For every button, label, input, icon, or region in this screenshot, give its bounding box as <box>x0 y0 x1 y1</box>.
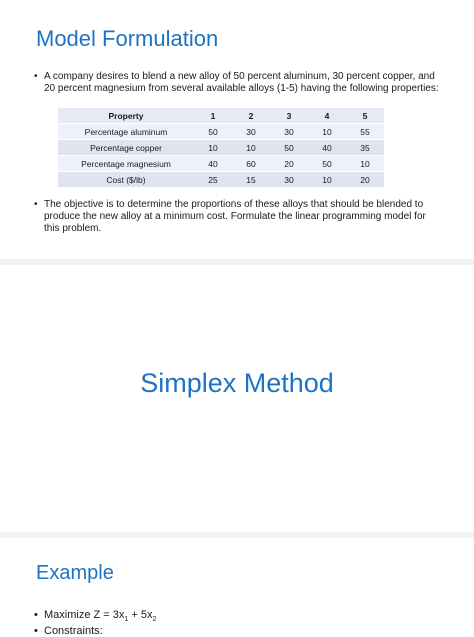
slide-title: Model Formulation <box>36 26 219 51</box>
bullet-item <box>34 199 444 235</box>
subscript: 1 <box>124 616 129 624</box>
table-row <box>58 124 384 140</box>
table-cell: 55 <box>346 124 384 140</box>
subscript: 2 <box>152 616 157 624</box>
slide-title: Example <box>36 562 114 584</box>
table-row <box>58 140 384 156</box>
slide-title: Simplex Method <box>140 368 334 398</box>
header-cell: 2 <box>232 108 270 124</box>
table-cell: 20 <box>270 156 308 172</box>
table-cell: 20 <box>346 172 384 188</box>
table-cell: 10 <box>194 140 232 156</box>
bullet-dot: • <box>34 609 38 621</box>
table-cell: Percentage aluminum <box>58 124 194 140</box>
table-cell: 50 <box>194 124 232 140</box>
slide-model-formulation <box>0 0 474 258</box>
header-cell: Property <box>58 108 194 124</box>
table-cell: 30 <box>270 172 308 188</box>
bullet-dot: • <box>34 199 38 210</box>
alloy-properties-table <box>58 108 384 188</box>
bullet-text: The objective is to determine the proportions of these alloys that should be blended to produce the new alloy at a minimum cost. Formulate the linear programming model for this problem. <box>44 199 426 234</box>
table-cell: Cost ($/lb) <box>58 172 194 188</box>
table-cell: 10 <box>308 124 346 140</box>
objective-prefix: Maximize Z = 3x <box>44 609 125 621</box>
table-cell: 35 <box>346 140 384 156</box>
table-cell: 10 <box>308 172 346 188</box>
table-cell: 50 <box>308 156 346 172</box>
table-cell: 50 <box>270 140 308 156</box>
slide-separator <box>0 259 474 265</box>
table-cell: 10 <box>346 156 384 172</box>
table-cell: 30 <box>270 124 308 140</box>
bullet-text: A company desires to blend a new alloy of 50 percent aluminum, 30 percent copper, and 20 percent magnesium from several available alloys (1-5) having the following properties: <box>44 71 439 94</box>
header-cell: 3 <box>270 108 308 124</box>
table-cell: 15 <box>232 172 270 188</box>
slide-simplex-method <box>0 266 474 532</box>
objective-function <box>44 609 156 626</box>
slide-example <box>0 538 474 637</box>
table-cell: 40 <box>308 140 346 156</box>
table-cell: 40 <box>194 156 232 172</box>
objective-mid: + 5x <box>128 609 153 621</box>
bullet-item <box>34 71 444 95</box>
table-header-row <box>58 108 384 124</box>
bullet-item <box>34 609 434 626</box>
table-cell: 60 <box>232 156 270 172</box>
bullet-dot: • <box>34 71 38 82</box>
table-cell: 10 <box>232 140 270 156</box>
table-row <box>58 172 384 188</box>
table-cell: 25 <box>194 172 232 188</box>
bullet-item <box>34 625 434 637</box>
header-cell: 4 <box>308 108 346 124</box>
header-cell: 5 <box>346 108 384 124</box>
bullet-dot: • <box>34 625 38 637</box>
bullet-text: Constraints: <box>44 625 103 637</box>
table-cell: Percentage copper <box>58 140 194 156</box>
table-cell: Percentage magnesium <box>58 156 194 172</box>
table-row <box>58 156 384 172</box>
table-cell: 30 <box>232 124 270 140</box>
header-cell: 1 <box>194 108 232 124</box>
